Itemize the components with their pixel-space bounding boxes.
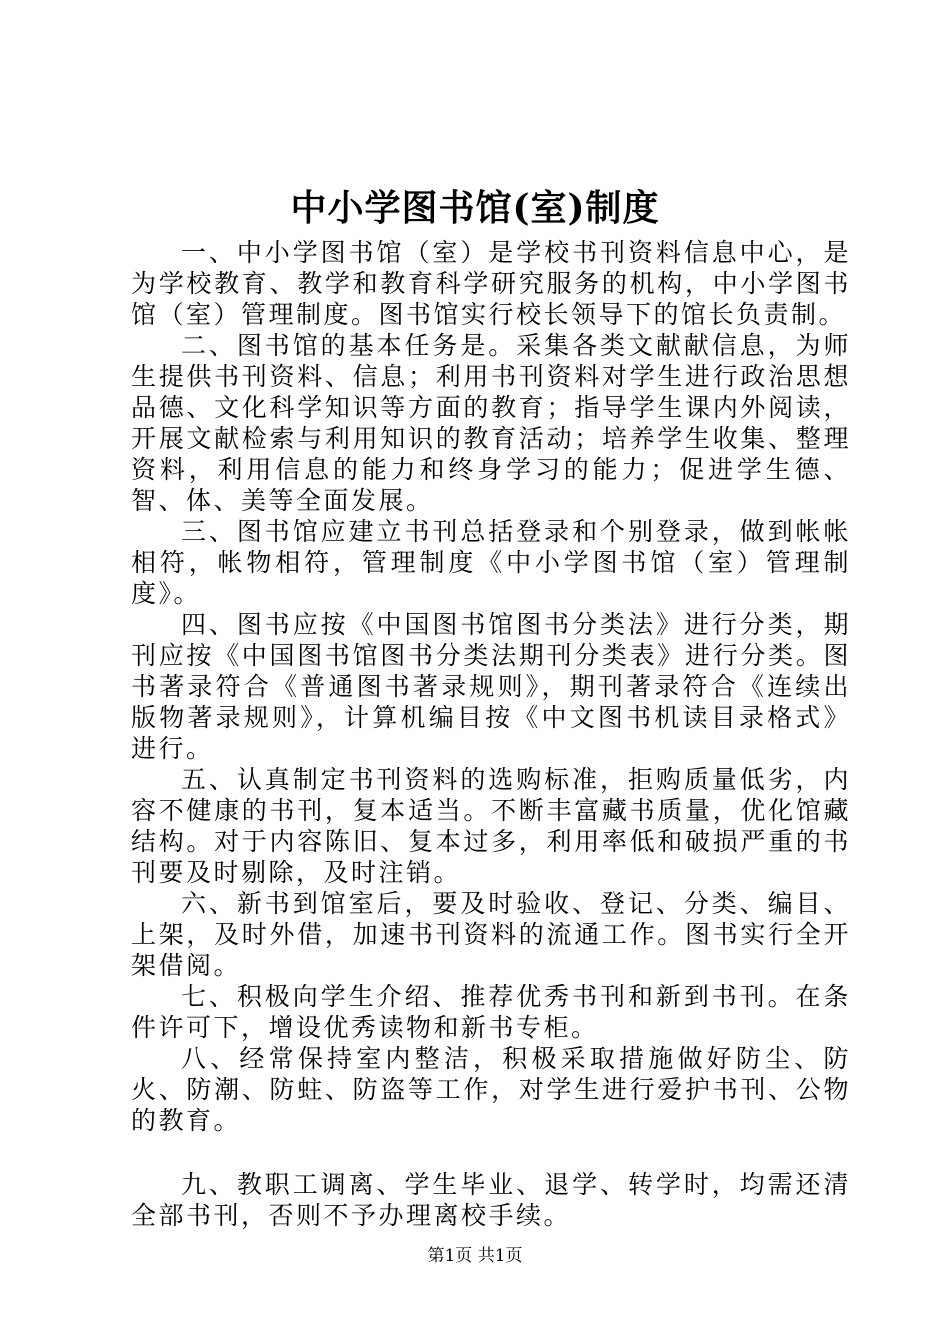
paragraph-7: 七、积极向学生介绍、推荐优秀书刊和新到书刊。在条件许可下，增设优秀读物和新书专柜。	[131, 982, 851, 1042]
page-footer: 第1页 共1页	[427, 1246, 523, 1266]
document-body	[131, 237, 851, 1231]
document-title: 中小学图书馆(室)制度	[290, 187, 660, 229]
paragraph-9: 九、教职工调离、学生毕业、退学、转学时，均需还清全部书刊，否则不予办理离校手续。	[131, 1170, 851, 1230]
paragraph-5: 五、认真制定书刊资料的选购标准，拒购质量低劣，内容不健康的书刊，复本适当。不断丰富藏书质量，优化馆藏结构。对于内容陈旧、复本过多，利用率低和破损严重的书刊要及时剔除，及时注销。	[131, 765, 851, 887]
paragraph-8: 八、经常保持室内整洁，积极采取措施做好防尘、防火、防潮、防蛀、防盗等工作，对学生进行爱护书刊、公物的教育。	[131, 1044, 851, 1135]
paragraph-6: 六、新书到馆室后，要及时验收、登记、分类、编目、上架，及时外借，加速书刊资料的流通工作。图书实行全开架借阅。	[131, 889, 851, 980]
paragraph-2: 二、图书馆的基本任务是。采集各类文献献信息，为师生提供书刊资料、信息；利用书刊资料对学生进行政治思想品德、文化科学知识等方面的教育；指导学生课内外阅读，开展文献检索与利用知识的教育活动；培养学生收集、整理资料，利用信息的能力和终身学习的能力；促进学生德、智、体、美等全面发展。	[131, 331, 851, 515]
paragraph-3: 三、图书馆应建立书刊总括登录和个别登录，做到帐帐相符，帐物相符，管理制度《中小学图书馆（室）管理制度》。	[131, 517, 851, 608]
paragraph-4: 四、图书应按《中国图书馆图书分类法》进行分类，期刊应按《中国图书馆图书分类法期刊分类表》进行分类。图书著录符合《普通图书著录规则》，期刊著录符合《连续出版物著录规则》，计算机编目按《中文图书机读目录格式》进行。	[131, 610, 851, 763]
paragraph-1: 一、中小学图书馆（室）是学校书刊资料信息中心，是为学校教育、教学和教育科学研究服务的机构，中小学图书馆（室）管理制度。图书馆实行校长领导下的馆长负责制。	[131, 238, 851, 329]
